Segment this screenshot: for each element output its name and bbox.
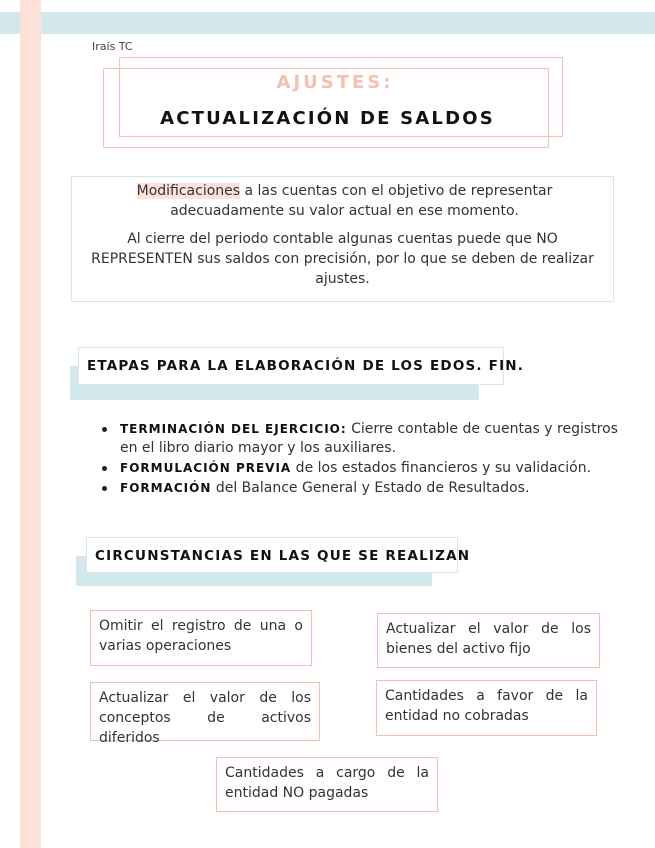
circumstance-card: Actualizar el valor de los conceptos de activos diferidos: [90, 682, 320, 741]
author-name: Iraís TC: [92, 40, 133, 53]
intro-definition: [132, 181, 557, 221]
intro-explanation: Al cierre del periodo contable algunas cuentas puede que NO REPRESENTEN sus saldos con precisión, por lo que se deben de realizar ajustes.: [91, 231, 594, 287]
list-item-text: de los estados financieros y su validación.: [291, 460, 592, 476]
section1-heading: ETAPAS PARA LA ELABORACIÓN DE LOS EDOS. FIN.: [78, 347, 504, 385]
highlighted-term: Modificaciones: [136, 183, 241, 199]
stages-list: [100, 420, 620, 499]
section2-heading: CIRCUNSTANCIAS EN LAS QUE SE REALIZAN: [86, 537, 458, 573]
list-item: [100, 479, 620, 498]
definition-text: a las cuentas con el objetivo de representar adecuadamente su valor actual en ese momento.: [170, 183, 553, 219]
circumstance-card: Actualizar el valor de los bienes del activo fijo: [377, 613, 600, 668]
circumstance-card: Cantidades a cargo de la entidad NO pagadas: [216, 757, 438, 812]
list-item-keyword: FORMACIÓN: [120, 481, 212, 495]
circumstance-card: Cantidades a favor de la entidad no cobradas: [376, 680, 597, 736]
page-title: ACTUALIZACIÓN DE SALDOS: [160, 108, 495, 129]
title-subheading: AJUSTES:: [276, 72, 394, 93]
left-decorative-stripe: [20, 0, 41, 848]
list-item-text: del Balance General y Estado de Resultados.: [211, 480, 530, 496]
top-decorative-stripe: [0, 12, 655, 34]
list-item-text: Cierre contable de cuentas y registros en el libro diario mayor y los auxiliares.: [120, 421, 618, 456]
list-item-keyword: FORMULACIÓN PREVIA: [120, 461, 292, 475]
list-item-keyword: TERMINACIÓN DEL EJERCICIO:: [120, 422, 347, 436]
circumstance-card: Omitir el registro de una o varias operaciones: [90, 610, 312, 666]
intro-box: [71, 176, 614, 302]
list-item: [100, 420, 620, 458]
list-item: [100, 459, 620, 478]
